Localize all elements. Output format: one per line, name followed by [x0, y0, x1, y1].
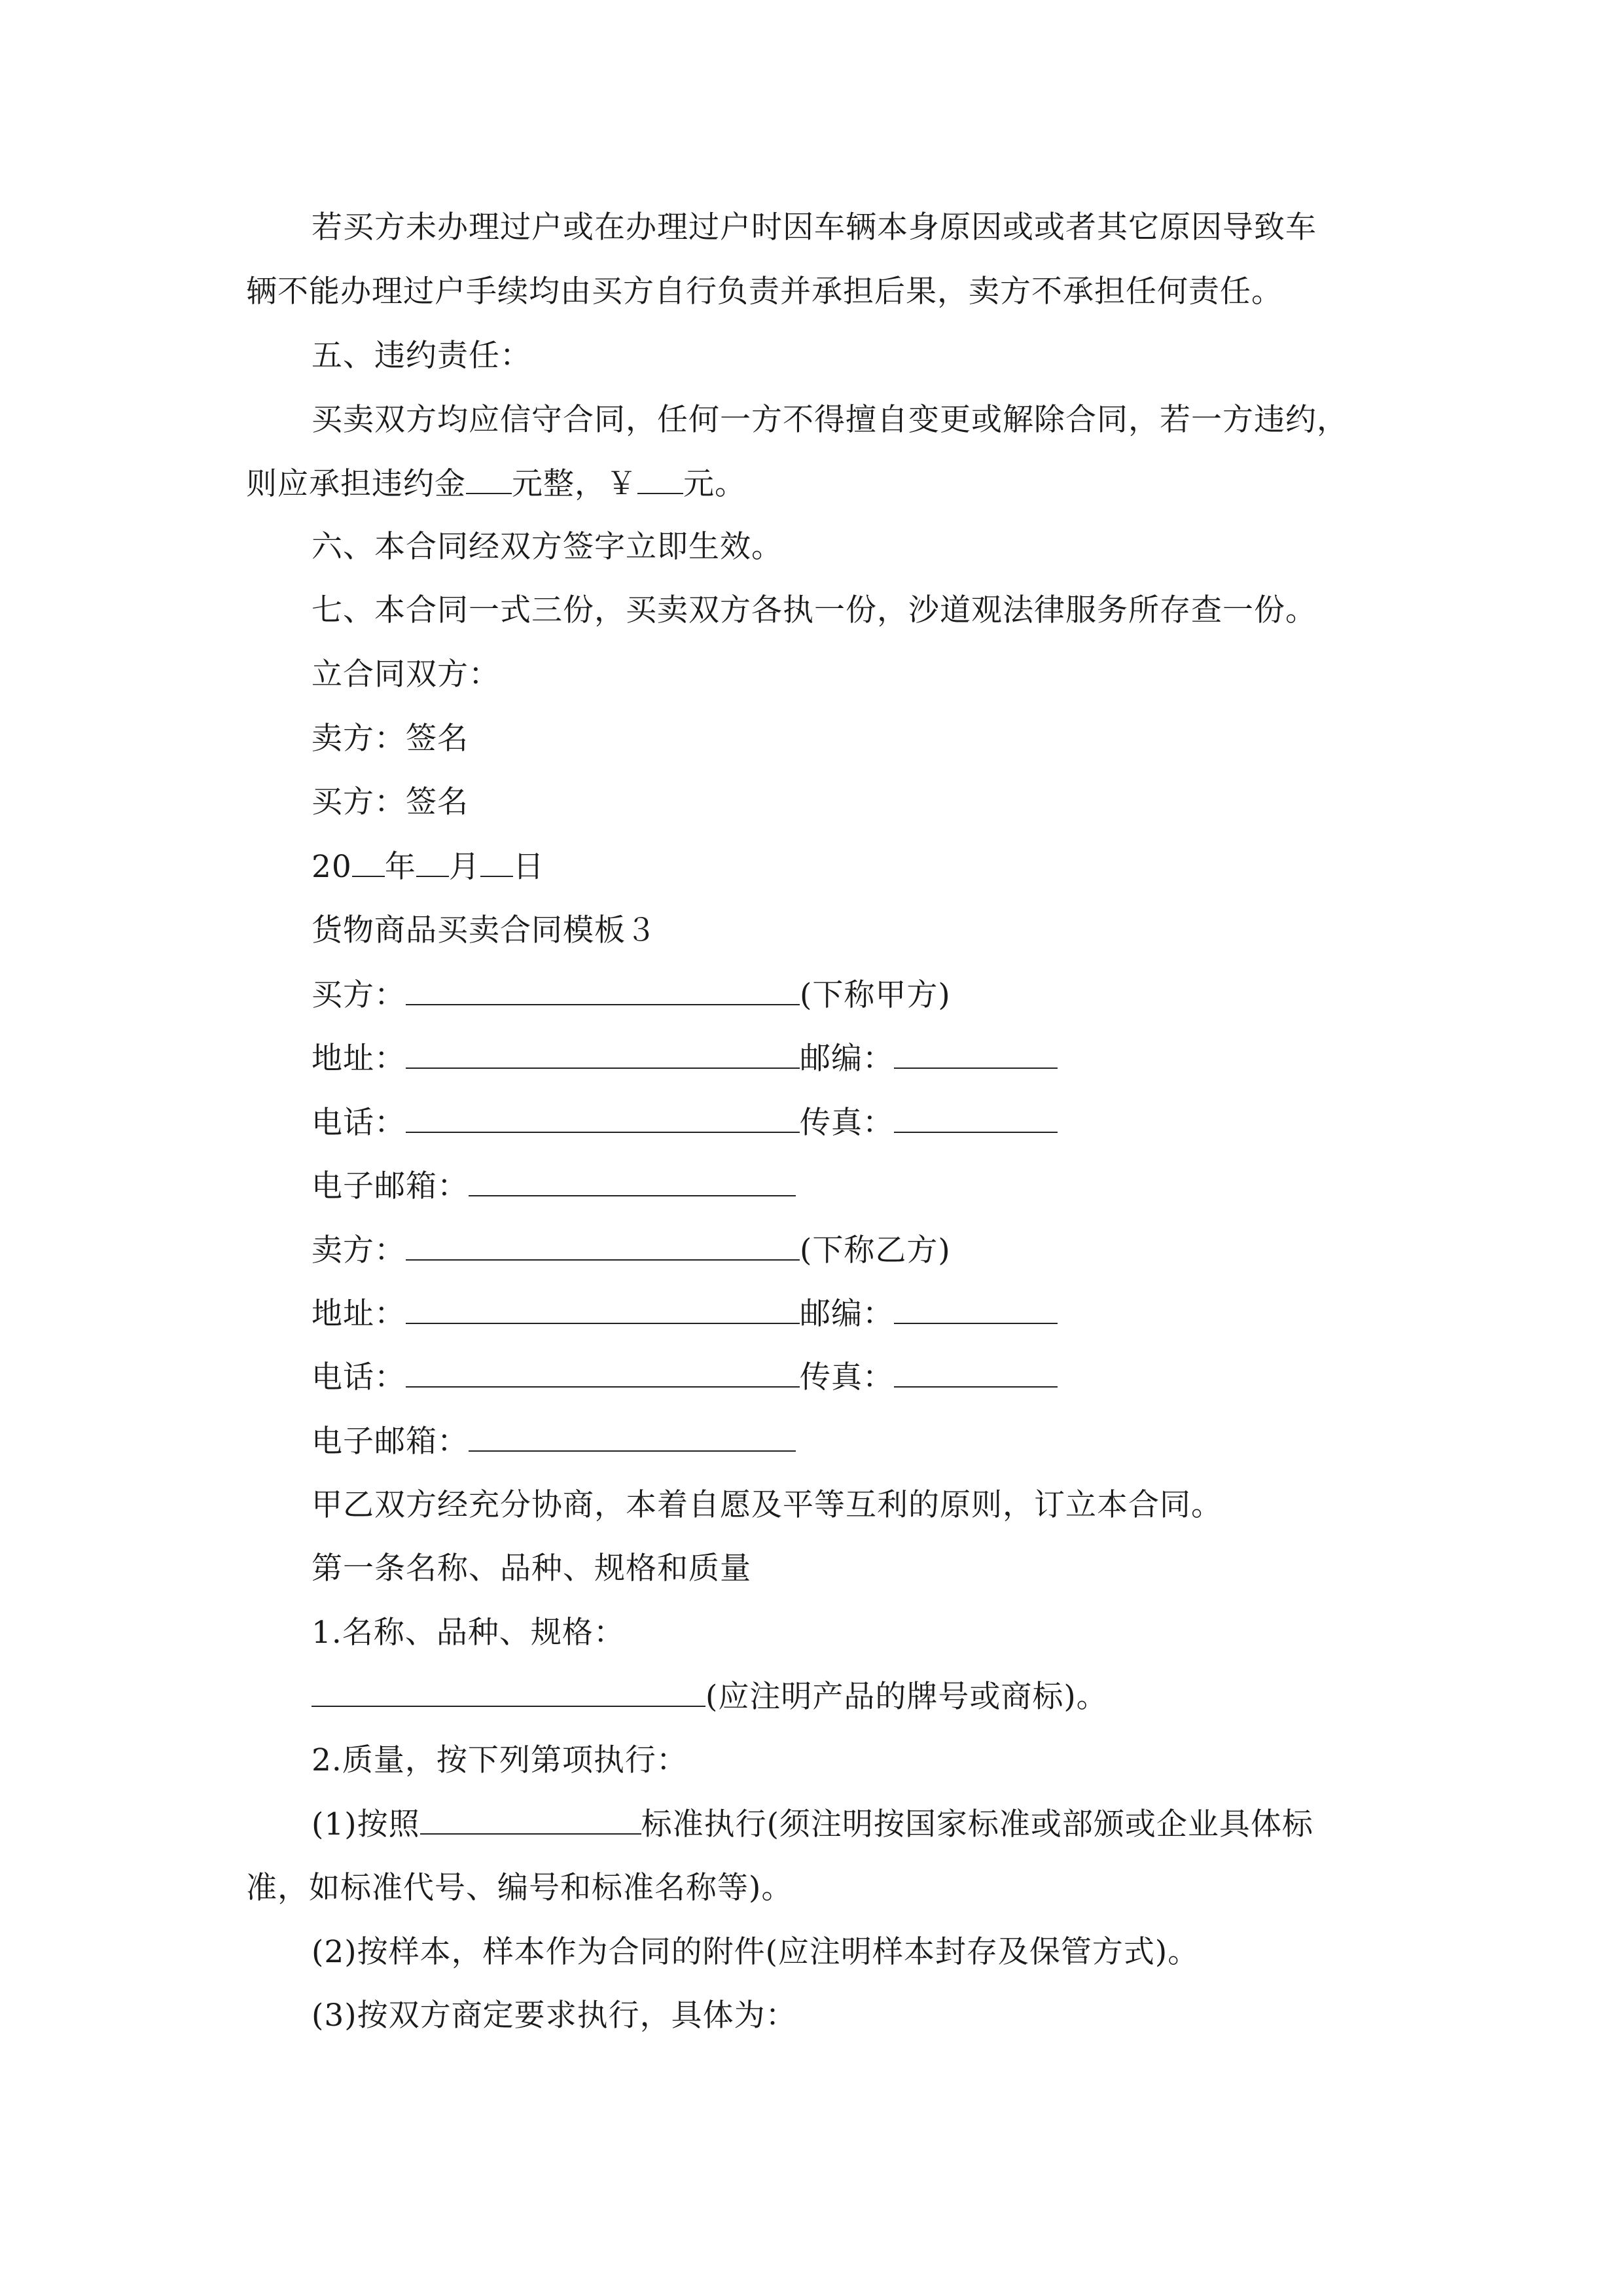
- product-row: [312, 1677, 1108, 1716]
- item-heading: 2.质量，按下列第项执行：: [312, 1742, 688, 1778]
- date-text: 年: [384, 849, 416, 885]
- address-label: 地址：: [312, 1041, 406, 1077]
- section-heading: 六、本合同经双方签字立即生效。: [312, 529, 783, 565]
- product-field[interactable]: [312, 1677, 705, 1707]
- email-label: 电子邮箱：: [312, 1424, 469, 1460]
- date-text: 20: [312, 849, 352, 885]
- buyer-signature: 买方：签名: [312, 784, 469, 820]
- seller-postcode-field[interactable]: [894, 1294, 1058, 1324]
- seller-email-row: [312, 1422, 796, 1461]
- buyer-row: [312, 975, 951, 1014]
- seller-field[interactable]: [406, 1230, 800, 1261]
- fax-label: 传真：: [800, 1359, 894, 1395]
- postcode-label: 邮编：: [800, 1041, 894, 1077]
- article-heading: 第一条名称、品种、规格和质量: [312, 1551, 751, 1587]
- parties-title: 立合同双方：: [312, 656, 500, 692]
- seller-row: [312, 1230, 951, 1270]
- item-heading: 1.名称、品种、规格：: [312, 1615, 625, 1651]
- seller-phone-row: [312, 1357, 1058, 1397]
- address-label: 地址：: [312, 1296, 406, 1332]
- seller-address-row: [312, 1294, 1058, 1333]
- buyer-label: 买方：: [312, 977, 406, 1013]
- penalty-yuan-blank[interactable]: [637, 464, 683, 494]
- quality-text: 标准执行(须注明按国家标准或部颁或企业具体标: [641, 1806, 1313, 1842]
- buyer-phone-row: [312, 1103, 1058, 1142]
- quality-option-3: (3)按双方商定要求执行，具体为：: [312, 1998, 797, 2034]
- buyer-phone-field[interactable]: [406, 1103, 800, 1133]
- phone-label: 电话：: [312, 1359, 406, 1395]
- seller-signature: 卖方：签名: [312, 721, 469, 757]
- buyer-postcode-field[interactable]: [894, 1039, 1058, 1069]
- section-heading: 七、本合同一式三份，买卖双方各执一份，沙道观法律服务所存查一份。: [312, 592, 1317, 628]
- buyer-email-row: [312, 1166, 796, 1206]
- buyer-fax-field[interactable]: [894, 1103, 1058, 1133]
- section-heading: 五、违约责任：: [312, 338, 531, 374]
- paragraph-line: 准，如标准代号、编号和标准名称等)。: [246, 1870, 793, 1906]
- penalty-line: [246, 464, 746, 503]
- seller-fax-field[interactable]: [894, 1357, 1058, 1388]
- quality-option-1: [312, 1804, 1313, 1844]
- paragraph-line: 买卖双方均应信守合同，任何一方不得擅自变更或解除合同，若一方违约，: [312, 402, 1348, 438]
- product-note: (应注明产品的牌号或商标)。: [705, 1679, 1108, 1715]
- day-blank[interactable]: [480, 847, 513, 877]
- date-line: [312, 847, 544, 886]
- phone-label: 电话：: [312, 1105, 406, 1141]
- buyer-email-field[interactable]: [469, 1166, 796, 1196]
- buyer-suffix: (下称甲方): [800, 977, 951, 1013]
- buyer-field[interactable]: [406, 975, 800, 1005]
- seller-suffix: (下称乙方): [800, 1232, 951, 1268]
- template-title: 货物商品买卖合同模板３: [312, 912, 657, 948]
- penalty-amount-blank[interactable]: [466, 464, 512, 494]
- quality-option-2: (2)按样本，样本作为合同的附件(应注明样本封存及保管方式)。: [312, 1934, 1200, 1970]
- email-label: 电子邮箱：: [312, 1168, 469, 1204]
- year-blank[interactable]: [352, 847, 385, 877]
- date-text: 日: [512, 849, 544, 885]
- buyer-address-row: [312, 1039, 1058, 1078]
- postcode-label: 邮编：: [800, 1296, 894, 1332]
- standard-field[interactable]: [420, 1804, 641, 1835]
- month-blank[interactable]: [416, 847, 449, 877]
- penalty-text: 元。: [683, 466, 746, 502]
- penalty-text: 元整，￥: [512, 466, 637, 502]
- seller-address-field[interactable]: [406, 1294, 800, 1324]
- fax-label: 传真：: [800, 1105, 894, 1141]
- date-text: 月: [448, 849, 480, 885]
- penalty-text: 则应承担违约金: [246, 466, 466, 502]
- seller-label: 卖方：: [312, 1232, 406, 1268]
- seller-phone-field[interactable]: [406, 1357, 800, 1388]
- quality-text: (1)按照: [312, 1806, 420, 1842]
- buyer-address-field[interactable]: [406, 1039, 800, 1069]
- intro-clause: 甲乙双方经充分协商，本着自愿及平等互利的原则，订立本合同。: [312, 1487, 1222, 1523]
- seller-email-field[interactable]: [469, 1422, 796, 1452]
- paragraph-line: 若买方未办理过户或在办理过户时因车辆本身原因或或者其它原因导致车: [312, 209, 1317, 245]
- paragraph-line: 辆不能办理过户手续均由买方自行负责并承担后果，卖方不承担任何责任。: [246, 274, 1283, 310]
